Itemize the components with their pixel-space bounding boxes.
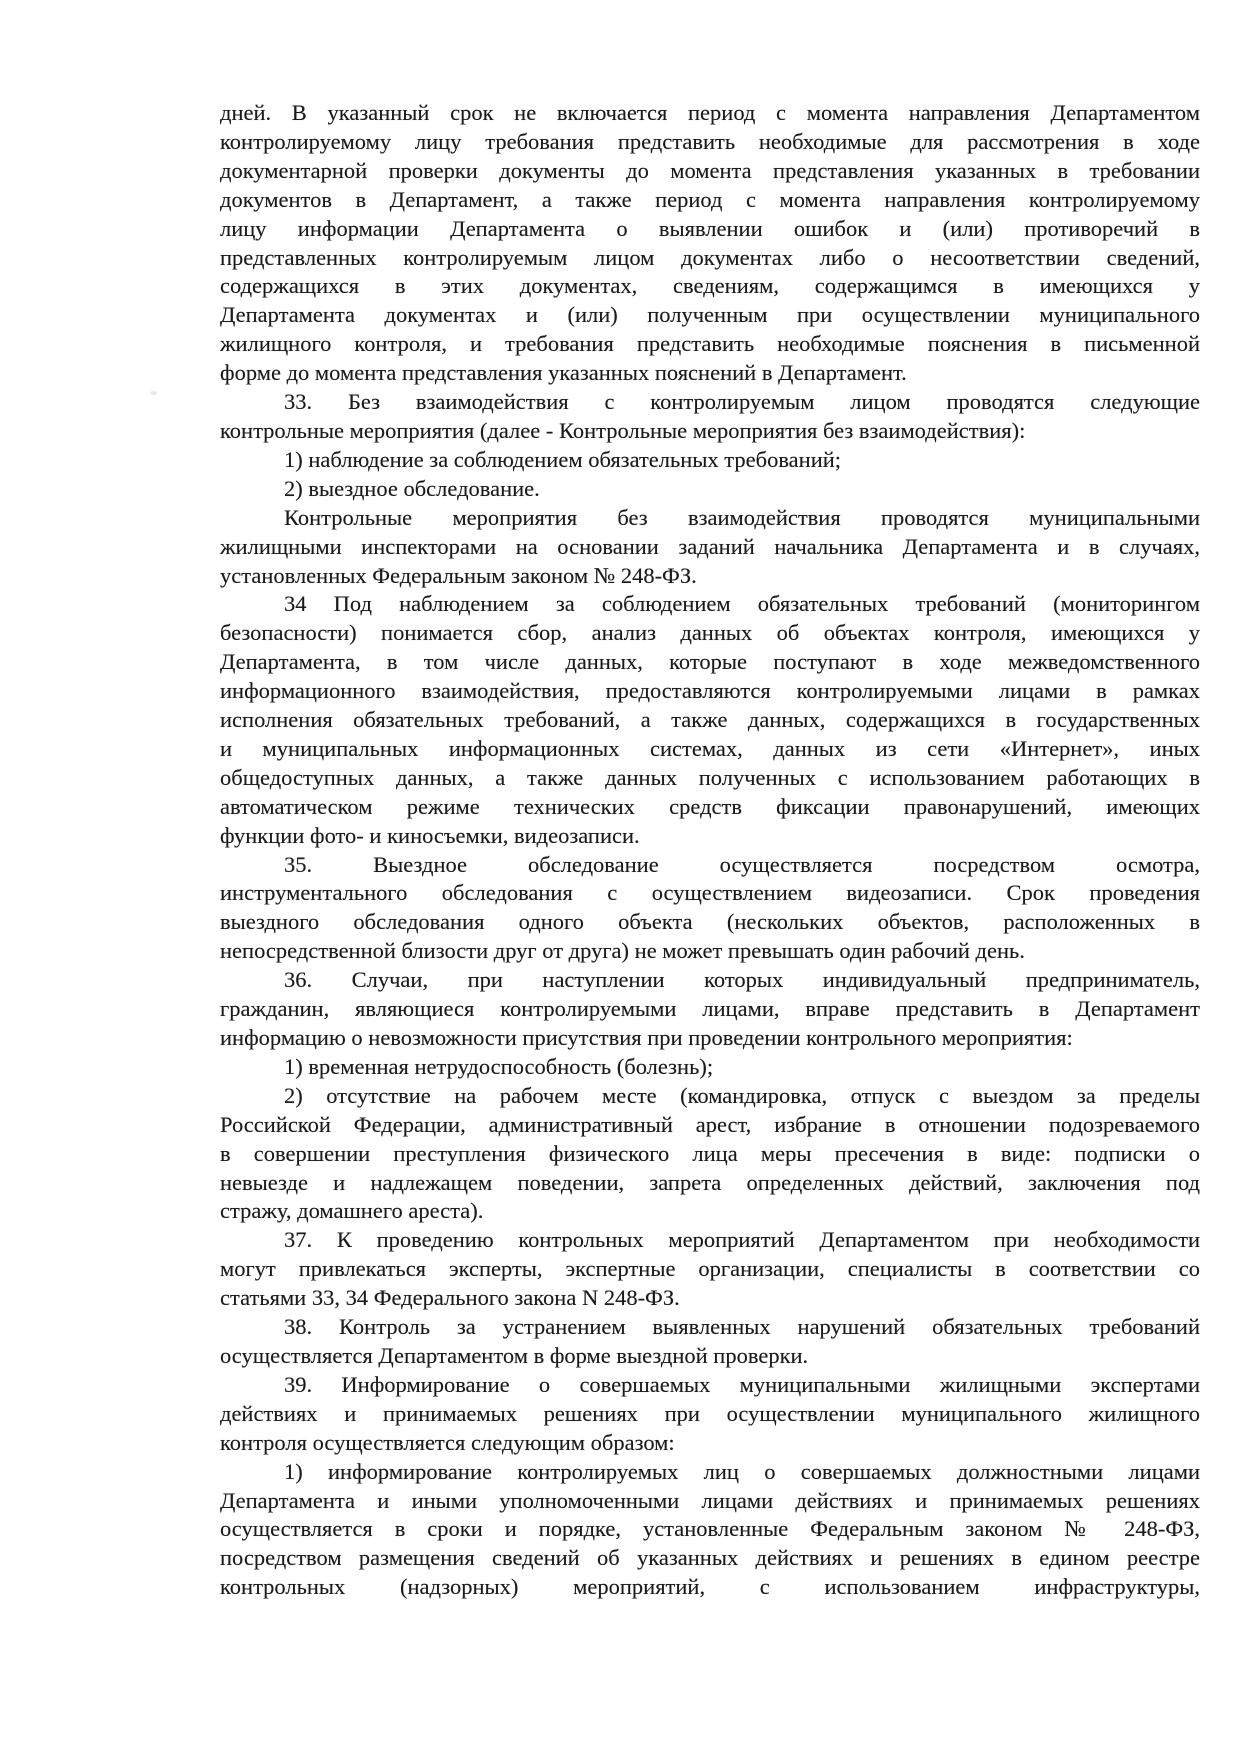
clause-38 [220, 1313, 1200, 1371]
text-line: 33. Без взаимодействия с контролируемым лицом проводятся следующие [284, 389, 1200, 415]
text-line: документарной проверки документы до момента представления указанных в требовании [220, 157, 1200, 183]
clause-34 [220, 590, 1200, 850]
text-line: стражу, домашнего ареста). [220, 1198, 484, 1224]
text-line: жилищного контроля, и требования представить необходимые пояснения в письменной [220, 331, 1200, 357]
text-line: и муниципальных информационных системах, данных из сети «Интернет», иных [220, 735, 1200, 761]
text-line: автоматическом режиме технических средств фиксации правонарушений, имеющих [220, 793, 1200, 819]
text-line: лицу информации Департамента о выявлении ошибок и (или) противоречий в [220, 215, 1200, 241]
text-line: контрольных (надзорных) мероприятий, с использованием инфраструктуры, [220, 1574, 1200, 1600]
text-line: Департамента, в том числе данных, которые поступают в ходе межведомственного [220, 649, 1200, 675]
clause-36-item-1 [220, 1053, 1200, 1082]
text-line: невыезде и надлежащем поведении, запрета определенных действий, заключения под [220, 1169, 1200, 1195]
text-line: инструментального обследования с осуществлением видеозаписи. Срок проведения [220, 880, 1200, 906]
text-line: действиях и принимаемых решениях при осуществлении муниципального жилищного [220, 1400, 1200, 1426]
text-line: 2) отсутствие на рабочем месте (командировка, отпуск с выездом за пределы [284, 1082, 1200, 1108]
text-line: посредством размещения сведений об указанных действиях и решениях в едином реестре [220, 1545, 1200, 1571]
clause-39 [220, 1371, 1200, 1458]
text-line: непосредственной близости друг от друга) не может превышать один рабочий день. [220, 938, 1025, 964]
text-line: осуществляется в сроки и порядке, установленные Федеральным законом № 248-ФЗ, [220, 1516, 1200, 1542]
text-line: 39. Информирование о совершаемых муниципальными жилищными экспертами [284, 1371, 1200, 1397]
text-line: контролируемому лицу требования представить необходимые для рассмотрения в ходе [220, 128, 1200, 154]
text-line: могут привлекаться эксперты, экспертные организации, специалисты в соответствии со [220, 1256, 1200, 1282]
text-line: Контрольные мероприятия без взаимодействия проводятся муниципальными [284, 504, 1200, 530]
clause-33 [220, 388, 1200, 446]
text-line: статьями 33, 34 Федерального закона N 248-ФЗ. [220, 1285, 680, 1311]
clause-33-item-2 [220, 475, 1200, 504]
text-line: Российской Федерации, административный арест, избрание в отношении подозреваемого [220, 1111, 1200, 1137]
text-line: в совершении преступления физического лица меры пресечения в виде: подписки о [220, 1140, 1200, 1166]
text-line: гражданин, являющиеся контролируемыми лицами, вправе представить в Департамент [220, 996, 1200, 1022]
text-line: 37. К проведению контрольных мероприятий Департаментом при необходимости [284, 1227, 1200, 1253]
document-text [220, 99, 1200, 1602]
text-line: 2) выездное обследование. [284, 475, 540, 501]
text-line: представленных контролируемым лицом документах либо о несоответствии сведений, [220, 244, 1200, 270]
text-line: 35. Выездное обследование осуществляется посредством осмотра, [284, 851, 1200, 877]
text-line: функции фото- и киносъемки, видеозаписи. [220, 822, 640, 848]
text-line: 34 Под наблюдением за соблюдением обязательных требований (мониторингом [284, 591, 1200, 617]
text-line: контрольные мероприятия (далее - Контрольные мероприятия без взаимодействия): [220, 417, 1026, 443]
text-line: исполнения обязательных требований, а также данных, содержащихся в государственных [220, 707, 1200, 733]
text-line: информационного взаимодействия, предоставляются контролируемыми лицами в рамках [220, 678, 1200, 704]
text-line: 1) временная нетрудоспособность (болезнь); [284, 1053, 714, 1079]
text-line: 36. Случаи, при наступлении которых индивидуальный предприниматель, [284, 967, 1200, 993]
clause-36-item-2 [220, 1082, 1200, 1227]
text-line: контроля осуществляется следующим образом: [220, 1429, 675, 1455]
text-line: Департамента документах и (или) полученным при осуществлении муниципального [220, 302, 1200, 328]
text-line: содержащихся в этих документах, сведениям, содержащимся в имеющихся у [220, 273, 1200, 299]
paragraph-no-interaction [220, 504, 1200, 591]
text-line: 1) информирование контролируемых лиц о совершаемых должностными лицами [284, 1458, 1200, 1484]
text-line: форме до момента представления указанных пояснений в Департамент. [220, 360, 907, 386]
clause-33-item-1 [220, 446, 1200, 475]
text-line: выездного обследования одного объекта (нескольких объектов, расположенных в [220, 909, 1200, 935]
clause-36 [220, 966, 1200, 1053]
clause-39-item-1 [220, 1458, 1200, 1603]
text-line: документов в Департамент, а также период с момента направления контролируемому [220, 186, 1200, 212]
text-line: Департамента и иными уполномоченными лицами действиях и принимаемых решениях [220, 1487, 1200, 1513]
text-line: 38. Контроль за устранением выявленных нарушений обязательных требований [284, 1314, 1200, 1340]
text-line: дней. В указанный срок не включается период с момента направления Департаментом [220, 100, 1200, 125]
clause-35 [220, 851, 1200, 967]
text-line: безопасности) понимается сбор, анализ данных об объектах контроля, имеющихся у [220, 620, 1200, 646]
text-line: осуществляется Департаментом в форме выездной проверки. [220, 1342, 809, 1368]
paragraph-continuation [220, 99, 1200, 388]
text-line: жилищными инспекторами на основании заданий начальника Департамента и в случаях, [220, 533, 1200, 559]
text-line: 1) наблюдение за соблюдением обязательных требований; [284, 446, 842, 472]
clause-37 [220, 1226, 1200, 1313]
text-line: установленных Федеральным законом № 248-ФЗ. [220, 562, 697, 588]
text-line: общедоступных данных, а также данных полученных с использованием работающих в [220, 764, 1200, 790]
scan-artifact-speck [150, 391, 157, 395]
text-line: информацию о невозможности присутствия при проведении контрольного мероприятия: [220, 1025, 1073, 1050]
